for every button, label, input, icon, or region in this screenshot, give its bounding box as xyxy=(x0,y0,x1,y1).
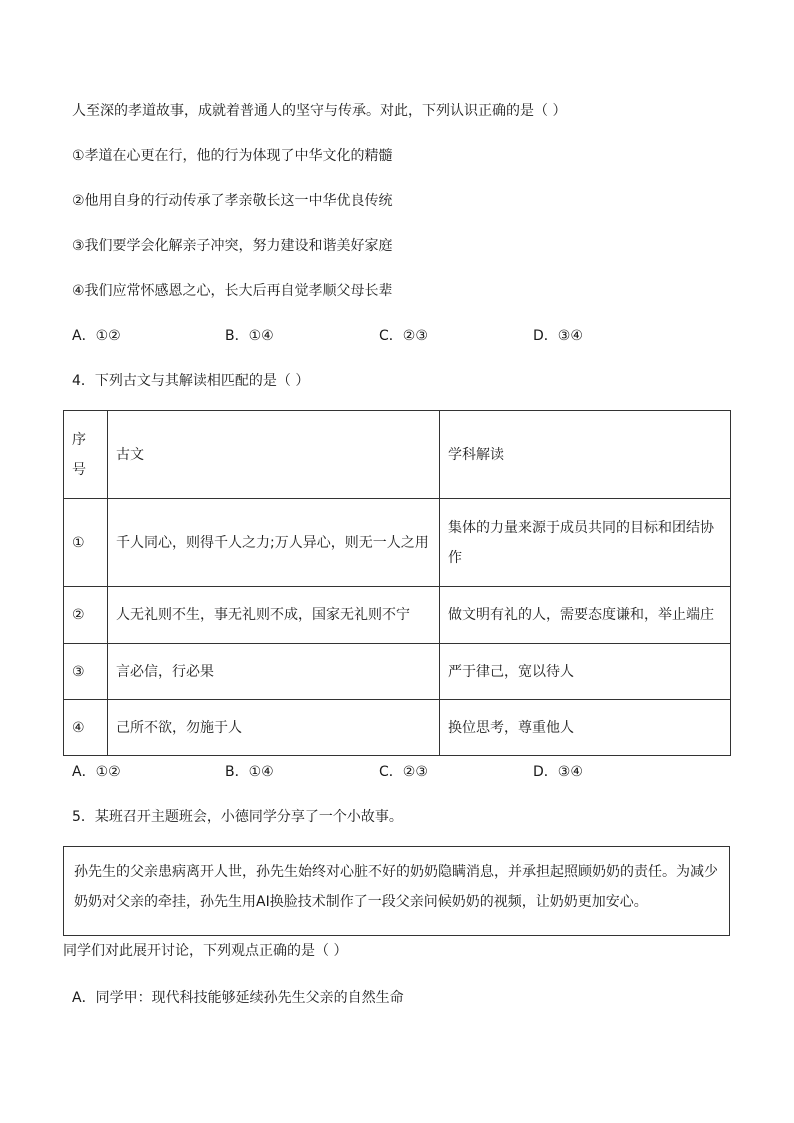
q5-stem: 5．某班召开主题班会，小德同学分享了一个小故事。 xyxy=(72,809,403,825)
q4-option-a[interactable]: A．①② xyxy=(72,764,121,780)
row-interpretation: 换位思考，尊重他人 xyxy=(440,700,731,756)
q3-option-d[interactable]: D．③④ xyxy=(533,328,583,344)
header-index: 序号 xyxy=(64,411,108,499)
q3-statement-2: ②他用自身的行动传承了孝亲敬长这一中华优良传统 xyxy=(72,193,393,209)
q5-question: 同学们对此展开讨论，下列观点正确的是（ ） xyxy=(63,943,348,959)
q3-stem: 人至深的孝道故事，成就着普通人的坚守与传承。对此，下列认识正确的是（ ） xyxy=(72,103,567,119)
q4-table xyxy=(63,410,731,756)
table-row xyxy=(64,644,731,700)
row-index: ① xyxy=(64,499,108,587)
table-row xyxy=(64,499,731,587)
q4-stem: 4．下列古文与其解读相匹配的是（ ） xyxy=(72,373,310,389)
table-row xyxy=(64,700,731,756)
q4-option-d[interactable]: D．③④ xyxy=(533,764,583,780)
row-interpretation: 严于律己，宽以待人 xyxy=(440,644,731,700)
q3-option-b[interactable]: B．①④ xyxy=(225,328,274,344)
q3-statement-3: ③我们要学会化解亲子冲突，努力建设和谐美好家庭 xyxy=(72,238,393,254)
row-classical-text: 人无礼则不生，事无礼则不成，国家无礼则不宁 xyxy=(108,587,440,644)
row-index: ③ xyxy=(64,644,108,700)
table-header-row xyxy=(64,411,731,499)
q5-option-a[interactable]: A．同学甲：现代科技能够延续孙先生父亲的自然生命 xyxy=(72,990,404,1006)
header-classical-text: 古文 xyxy=(108,411,440,499)
q3-options xyxy=(72,326,672,346)
q5-material-box: 孙先生的父亲患病离开人世，孙先生始终对心脏不好的奶奶隐瞒消息，并承担起照顾奶奶的责任。为减少奶奶对父亲的牵挂，孙先生用AI换脸技术制作了一段父亲问候奶奶的视频，让奶奶更加安心。 xyxy=(63,846,730,936)
q4-option-c[interactable]: C．②③ xyxy=(379,764,428,780)
q3-option-c[interactable]: C．②③ xyxy=(379,328,428,344)
row-classical-text: 言必信，行必果 xyxy=(108,644,440,700)
row-classical-text: 千人同心，则得千人之力;万人异心，则无一人之用 xyxy=(108,499,440,587)
table-row xyxy=(64,587,731,644)
q3-option-a[interactable]: A．①② xyxy=(72,328,121,344)
header-interpretation: 学科解读 xyxy=(440,411,731,499)
q4-option-b[interactable]: B．①④ xyxy=(225,764,274,780)
row-classical-text: 己所不欲，勿施于人 xyxy=(108,700,440,756)
row-interpretation: 做文明有礼的人，需要态度谦和，举止端庄 xyxy=(440,587,731,644)
row-interpretation: 集体的力量来源于成员共同的目标和团结协作 xyxy=(440,499,731,587)
row-index: ② xyxy=(64,587,108,644)
row-index: ④ xyxy=(64,700,108,756)
q4-options xyxy=(72,762,672,782)
q3-statement-1: ①孝道在心更在行，他的行为体现了中华文化的精髓 xyxy=(72,148,393,164)
q3-statement-4: ④我们应常怀感恩之心，长大后再自觉孝顺父母长辈 xyxy=(72,283,393,299)
